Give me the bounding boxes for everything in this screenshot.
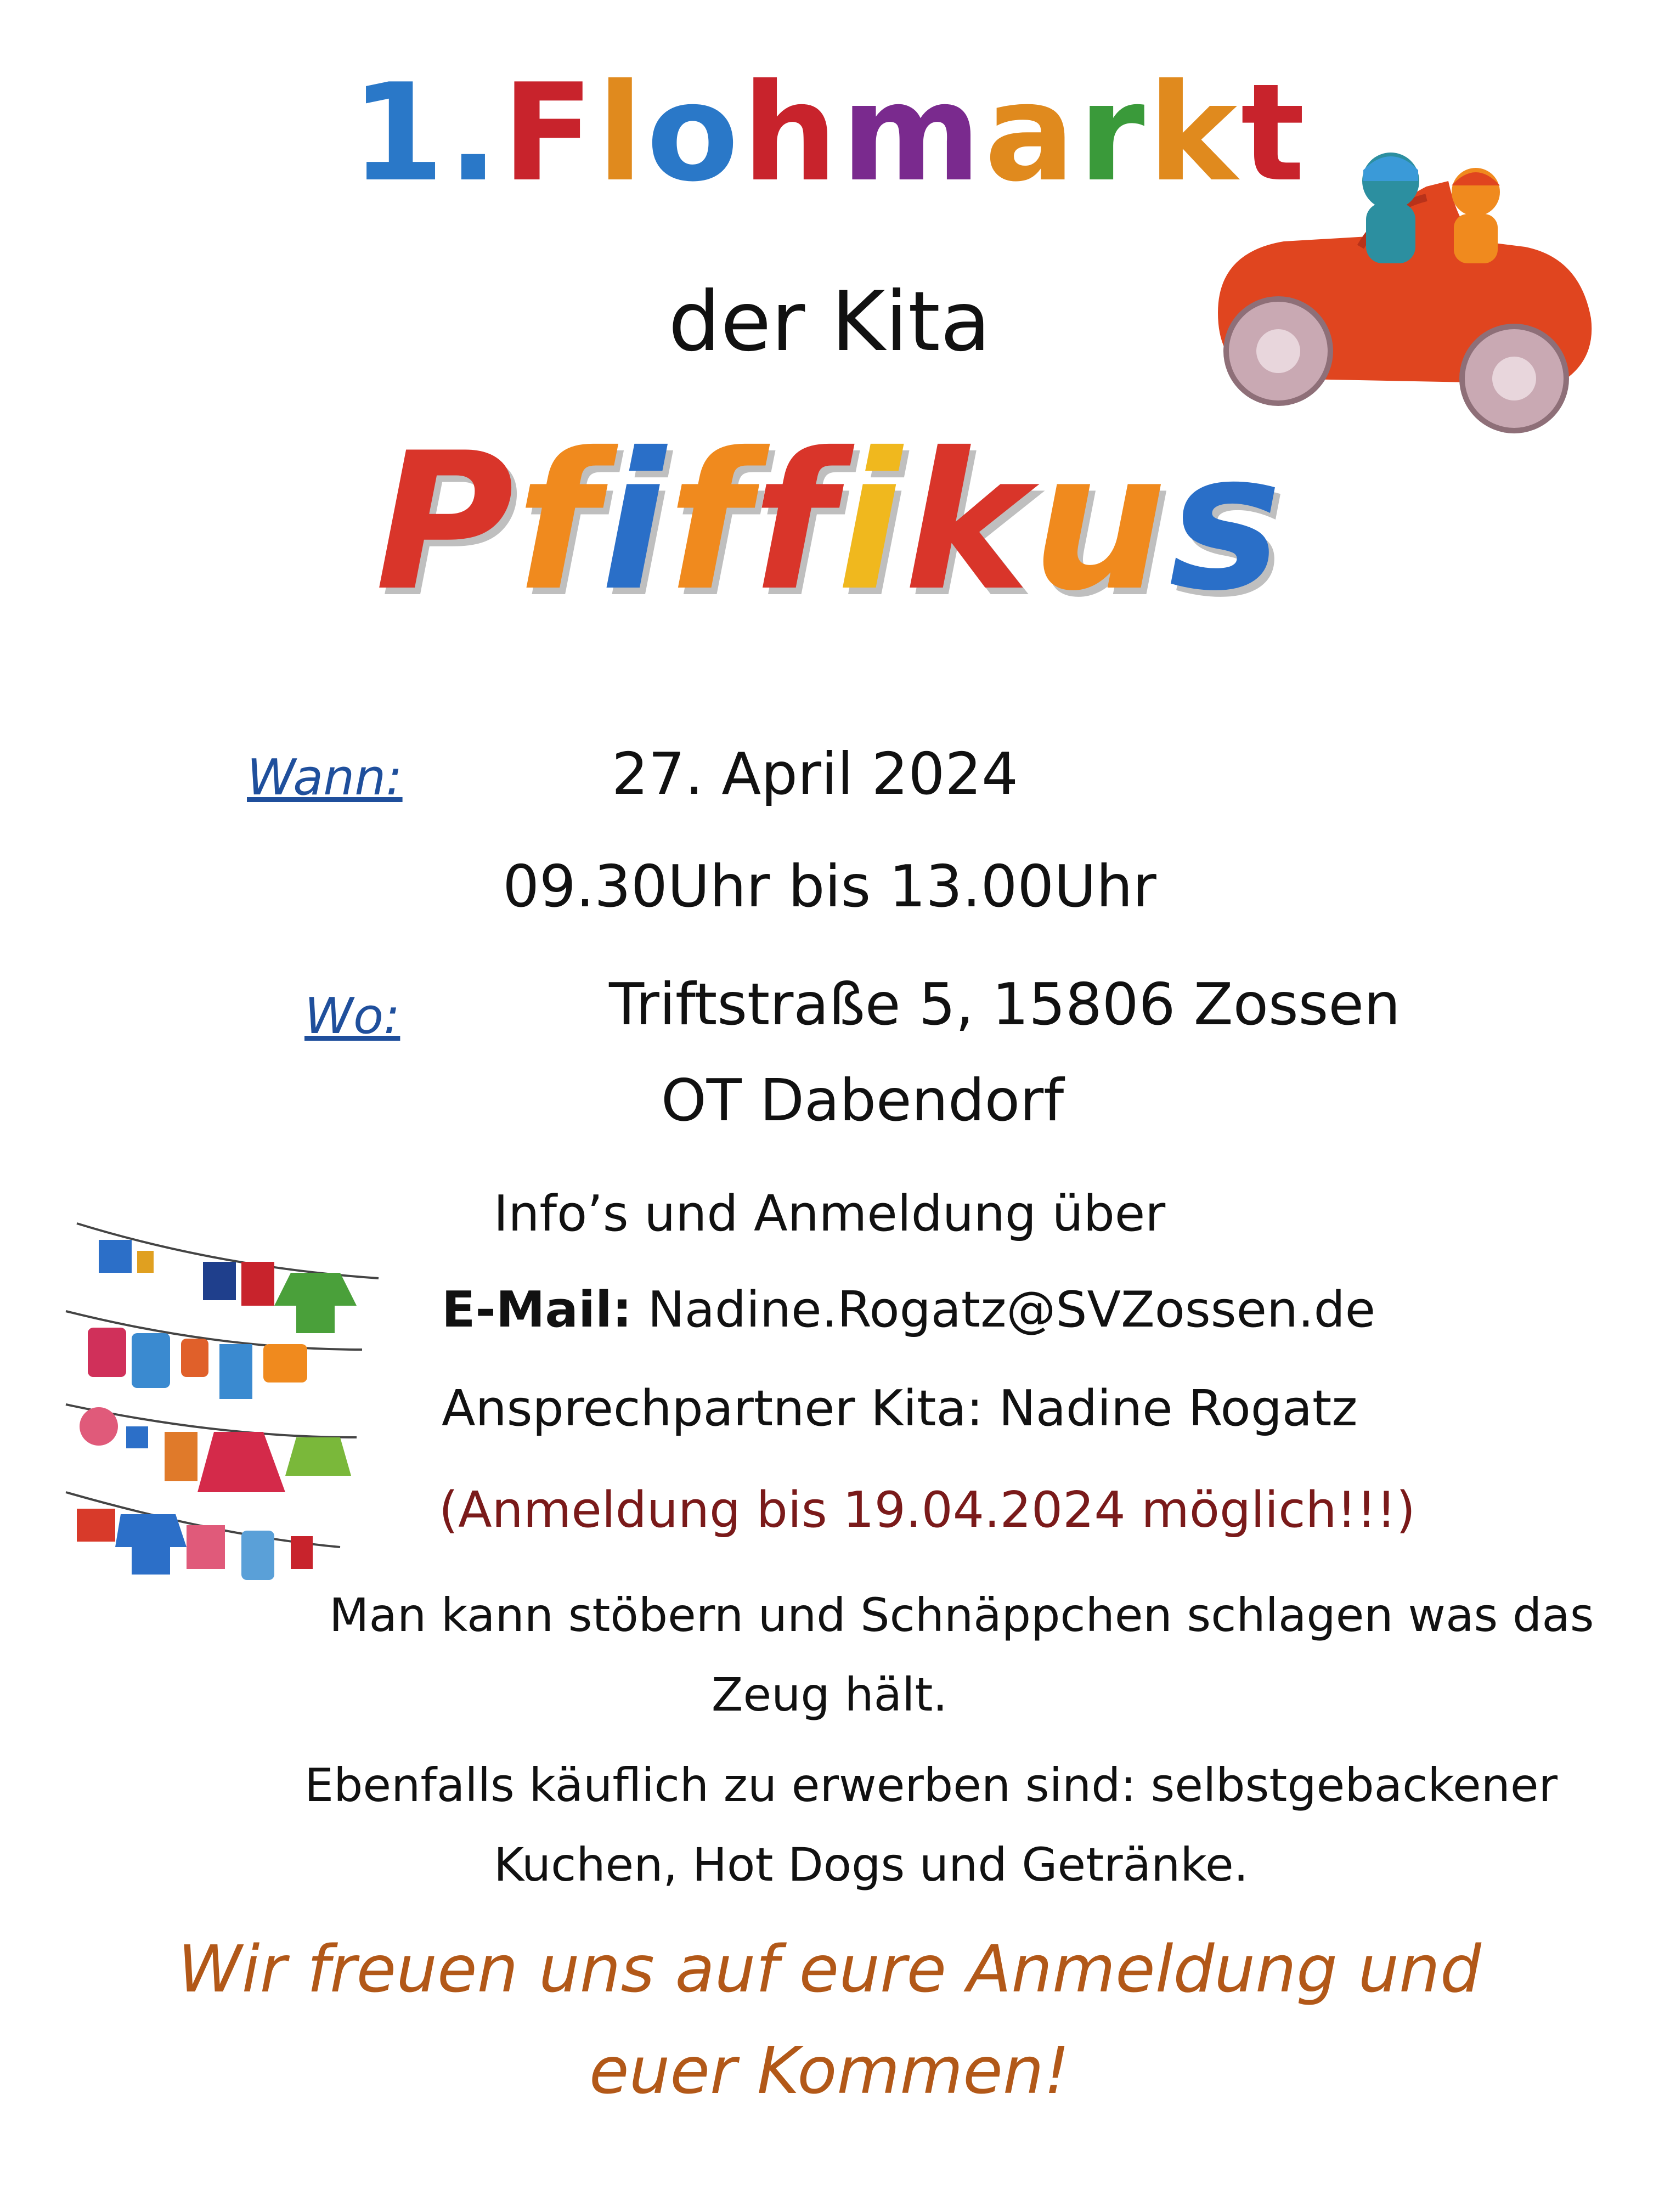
kita-name-letter: i: [837, 413, 904, 633]
title-letter: o: [646, 55, 742, 211]
info-intro: Info’s und Anmeldung über: [493, 1185, 1166, 1243]
kita-name-letter: s: [1169, 413, 1284, 633]
title-letter: a: [984, 55, 1079, 211]
email-label: E-Mail:: [442, 1281, 632, 1339]
title-letter: F: [501, 55, 597, 211]
closing-line-2: euer Kommen!: [589, 2033, 1070, 2108]
hanging-clothes: [77, 1240, 357, 1580]
title-letter: k: [1148, 55, 1241, 211]
flyer-subtitle: der Kita: [668, 274, 991, 370]
registration-deadline: (Anmeldung bis 19.04.2024 möglich!!!): [439, 1481, 1416, 1539]
where-label: Wo:: [304, 988, 400, 1045]
contact-person: Ansprechpartner Kita: Nadine Rogatz: [442, 1380, 1358, 1437]
description-line-1: Man kann stöbern und Schnäppchen schlagen was das: [329, 1588, 1594, 1642]
kita-name-letter: f: [516, 413, 601, 633]
event-date: 27. April 2024: [612, 741, 1018, 808]
event-time: 09.30Uhr bis 13.00Uhr: [503, 853, 1156, 920]
description-line-2: Zeug hält.: [711, 1668, 948, 1722]
title-letter: l: [597, 55, 647, 211]
email-address: Nadine.Rogatz@SVZossen.de: [647, 1281, 1376, 1339]
description-line-4: Kuchen, Hot Dogs und Getränke.: [494, 1838, 1249, 1892]
when-label: Wann:: [247, 749, 403, 806]
title-letter: 1: [351, 55, 448, 211]
kita-name-letter: i: [600, 413, 668, 633]
description-line-3: Ebenfalls käuflich zu erwerben sind: selbstgebackener: [304, 1758, 1558, 1812]
event-address: Triftstraße 5, 15806 Zossen: [609, 971, 1401, 1038]
event-district: OT Dabendorf: [661, 1067, 1064, 1134]
title-letter: t: [1240, 55, 1308, 211]
kita-name-letter: k: [904, 413, 1032, 633]
clothesline-illustration: [55, 1207, 395, 1602]
title-letter: r: [1078, 55, 1148, 211]
kita-name-letter: f: [752, 413, 837, 633]
kita-name: [0, 413, 1659, 633]
kita-name-letter: u: [1032, 413, 1169, 633]
driver-figure: [1362, 153, 1419, 263]
title-letter: h: [742, 55, 842, 211]
email-row: [442, 1281, 1375, 1339]
title-letter: m: [841, 55, 985, 211]
kita-name-letter: P: [375, 413, 516, 633]
closing-line-1: Wir freuen uns auf eure Anmeldung und: [178, 1931, 1481, 2007]
title-letter: .: [447, 55, 502, 211]
toy-car-illustration: [1196, 121, 1602, 450]
kita-name-letter: f: [668, 413, 753, 633]
